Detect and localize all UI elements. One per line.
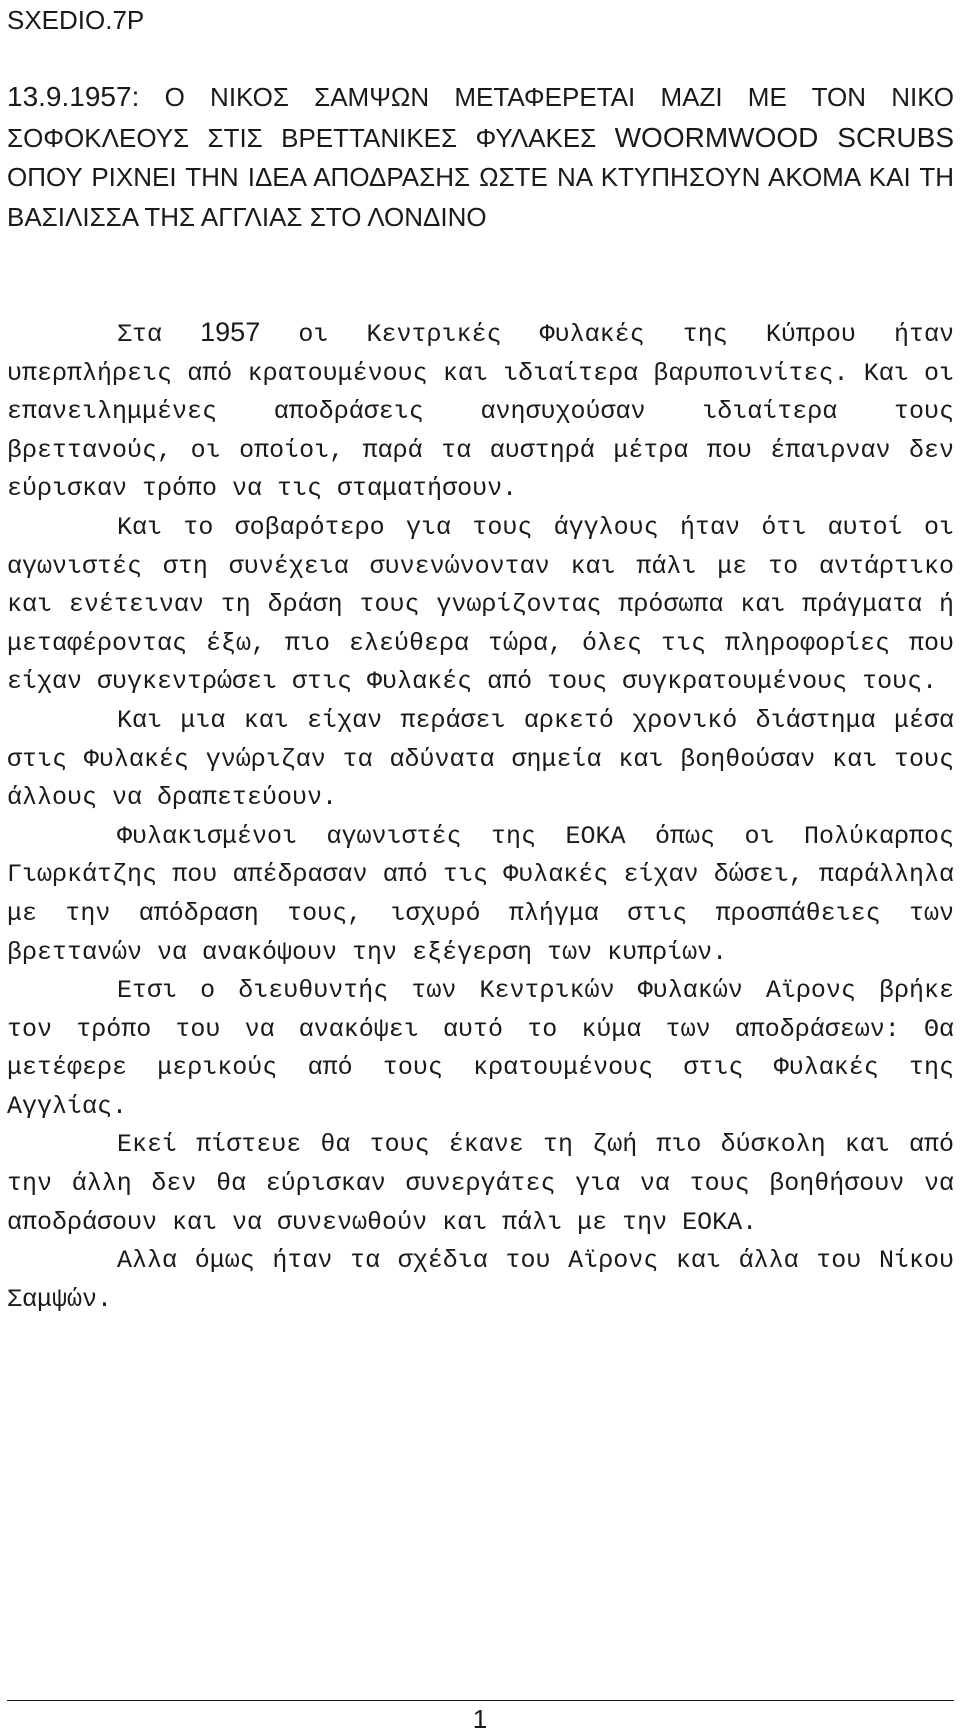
heading-prison-name: WOORMWOOD SCRUBS <box>614 121 954 153</box>
paragraph-3: Και μια και είχαν περάσει αρκετό χρονικό διάστημα μέσα στις Φυλακές γνώριζαν τα αδύνατα σημεία και βοηθούσαν και τους άλλους να δραπετεύουν. <box>7 705 954 813</box>
paragraph-1-start: Στα <box>117 320 201 349</box>
heading-date: 13.9.1957: <box>7 81 140 112</box>
article-body <box>7 313 954 1319</box>
heading-text-part2: ΟΠΟΥ ΡΙΧΝΕΙ ΤΗΝ ΙΔΕΑ ΑΠΟΔΡΑΣΗΣ ΩΣΤΕ ΝΑ ΚΤΥΠΗΣΟΥΝ ΑΚΟΜΑ ΚΑΙ ΤΗ ΒΑΣΙΛΙΣΣΑ ΤΗΣ ΑΓΓΛΙΑΣ ΣΤΟ ΛΟΝΔΙΝΟ <box>7 162 954 232</box>
paragraph-5: Ετσι ο διευθυντής των Κεντρικών Φυλακών Αϊρονς βρήκε τον τρόπο του να ανακόψει αυτό το κύμα των αποδράσεων: Θα μετέφερε μερικούς από τους κρατουμένους στις Φυλακές της Αγγλίας. <box>7 976 954 1121</box>
paragraph-7: Αλλα όμως ήταν τα σχέδια του Αϊρονς και άλλα του Νίκου Σαμψών. <box>7 1246 954 1314</box>
footer-divider <box>7 1700 954 1701</box>
paragraph-4: Φυλακισμένοι αγωνιστές της ΕΟΚΑ όπως οι Πολύκαρπος Γιωρκάτζης που απέδρασαν από τις Φυλακές είχαν δώσει, παράλληλα με την απόδραση τους, ισχυρό πλήγμα στις προσπάθειες των βρεττανών να ανακόψουν την εξέγερση των κυπρίων. <box>7 821 954 967</box>
article-heading <box>7 77 954 237</box>
paragraph-6: Εκεί πίστευε θα τους έκανε τη ζωή πιο δύσκολη και από την άλλη δεν θα εύρισκαν συνεργάτες για να τους βοηθήσουν να αποδράσουν και να συνενωθούν και πάλι με την ΕΟΚΑ. <box>7 1130 954 1237</box>
paragraph-1 <box>7 313 954 509</box>
paragraph-1-year: 1957 <box>200 317 261 347</box>
paragraph-2: Και το σοβαρότερο για τους άγγλους ήταν ότι αυτοί οι αγωνιστές στη συνέχεια συνενώνονταν και πάλι με το αντάρτικο και ενέτειναν τη δράση τους γνωρίζοντας πρόσωπα και πράγματα ή μεταφέροντας έξω, πιο ελεύθερα τώρα, όλες τις πληροφορίες που είχαν συγκεντρώσει στις Φυλακές από τους συγκρατουμένους τους. <box>7 512 954 697</box>
paragraph-1-rest: οι Κεντρικές Φυλακές της Κύπρου ήταν υπερπλήρεις από κρατουμένους και ιδιαίτερα βαρυποινίτες. Και οι επανειλημμένες αποδράσεις ανησυχούσαν ιδιαίτερα τους βρεττανούς, οι οποίοι, παρά τα αυστηρά μέτρα που έπαιρναν δεν εύρισκαν τρόπο να τις σταματήσουν. <box>7 320 955 504</box>
document-filename: SXEDIO.7P <box>7 5 145 35</box>
page-number: 1 <box>472 1704 488 1734</box>
heading-text-part1: Ο ΝΙΚΟΣ ΣΑΜΨΩΝ ΜΕΤΑΦΕΡΕΤΑΙ ΜΑΖΙ ΜΕ ΤΟΝ ΝΙΚΟ ΣΟΦΟΚΛΕΟΥΣ ΣΤΙΣ ΒΡΕΤΤΑΝΙΚΕΣ ΦΥΛΑΚΕΣ <box>7 82 954 153</box>
